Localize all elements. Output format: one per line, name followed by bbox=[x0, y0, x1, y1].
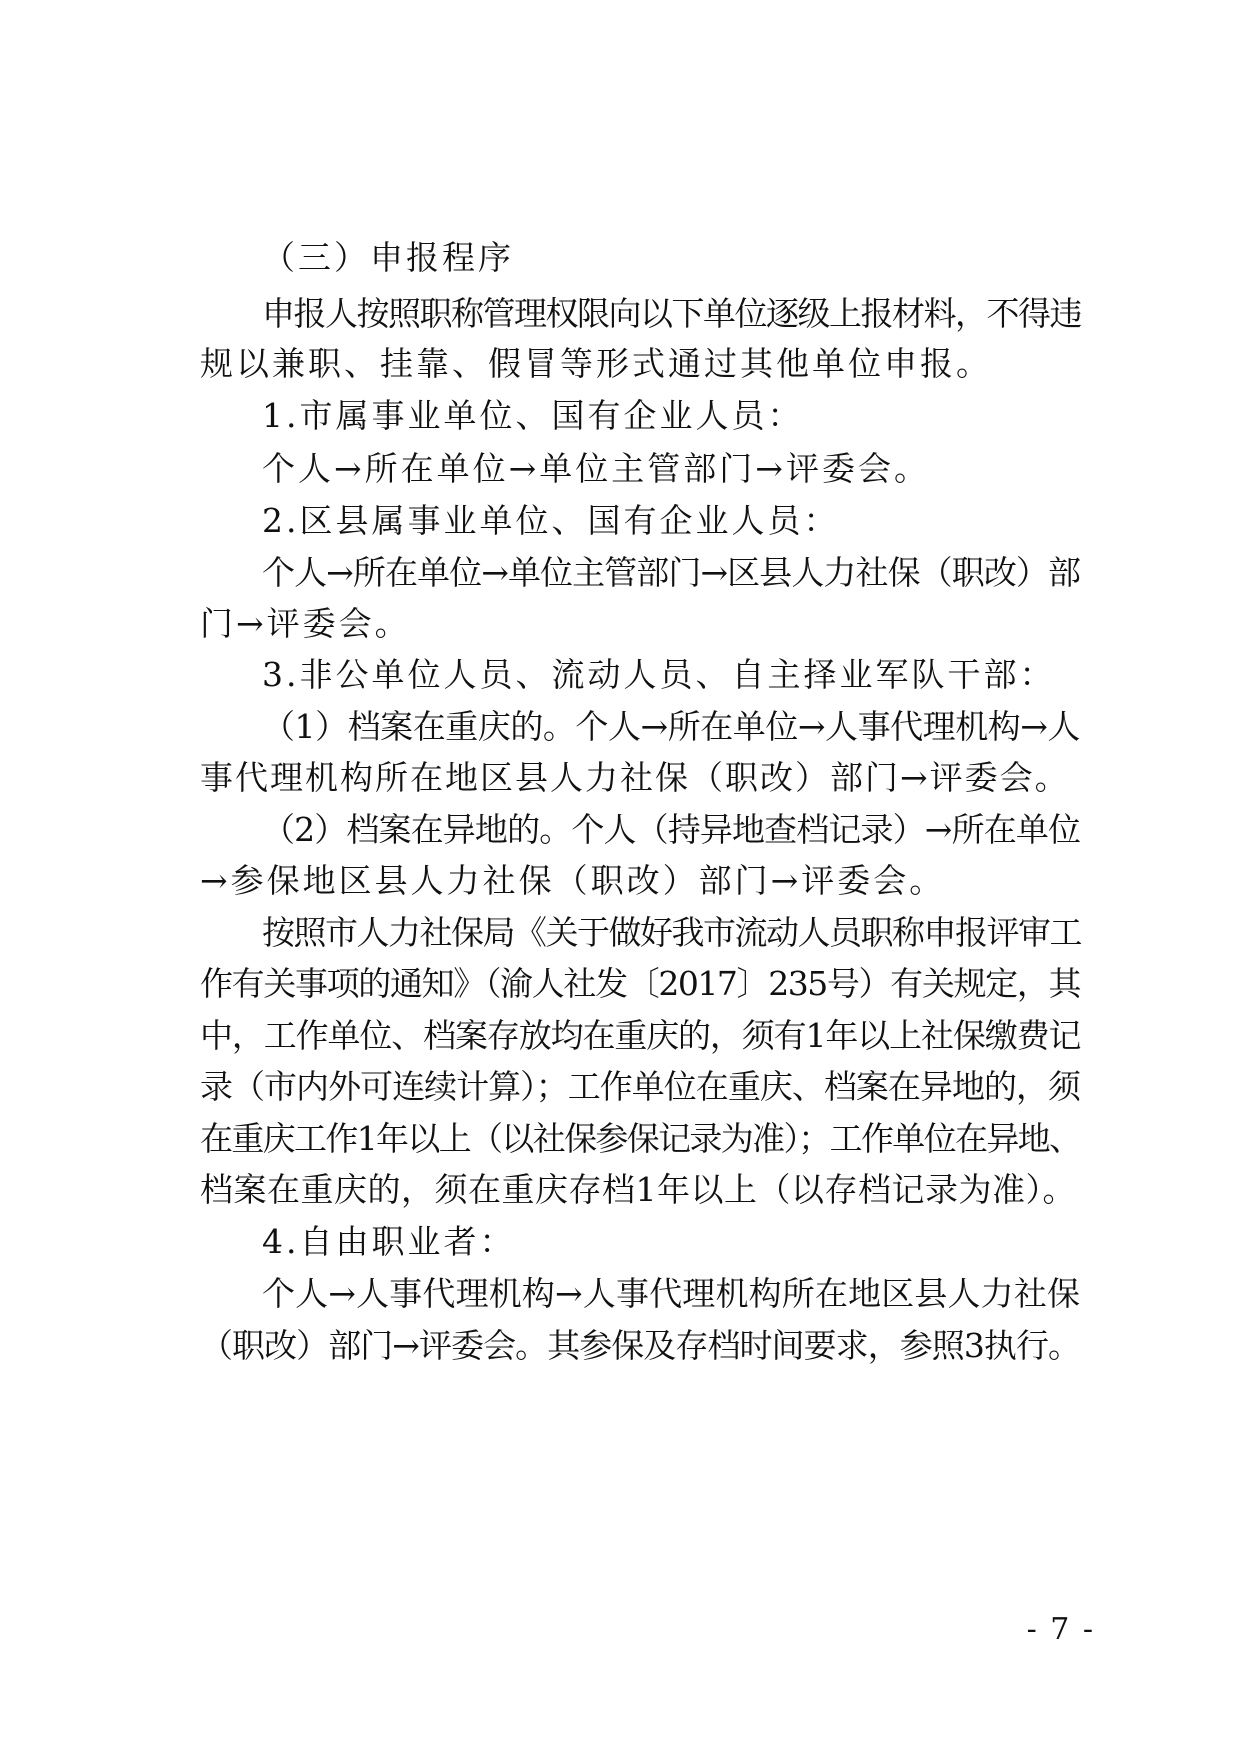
paragraph-line: 个人→所在单位→单位主管部门→评委会。 bbox=[262, 449, 930, 488]
paragraph-line: 事代理机构所在地区县人力社保（职改）部门→评委会。 bbox=[200, 758, 1070, 797]
section-heading: （三）申报程序 bbox=[262, 238, 514, 277]
paragraph-line: 规以兼职、挂靠、假冒等形式通过其他单位申报。 bbox=[200, 344, 992, 383]
paragraph-line: 个人→所在单位→单位主管部门→区县人力社保（职改）部 bbox=[262, 553, 1080, 592]
paragraph-line: 录（市内外可连续计算）；工作单位在重庆、档案在异地的，须 bbox=[200, 1067, 1080, 1106]
paragraph-line: 作有关事项的通知》（渝人社发〔2017〕235号）有关规定，其 bbox=[200, 964, 1080, 1003]
page-number: - 7 - bbox=[1026, 1612, 1095, 1647]
paragraph-line: 个人→人事代理机构→人事代理机构所在地区县人力社保 bbox=[262, 1274, 1080, 1313]
paragraph-line: 在重庆工作1年以上（以社保参保记录为准）；工作单位在异地、 bbox=[200, 1119, 1080, 1158]
list-item-heading: 1.市属事业单位、国有企业人员： bbox=[262, 396, 804, 435]
list-item-heading: 3.非公单位人员、流动人员、自主择业军队干部： bbox=[262, 655, 1056, 694]
paragraph-line: （1）档案在重庆的。个人→所在单位→人事代理机构→人 bbox=[262, 707, 1080, 746]
paragraph-line: 中，工作单位、档案存放均在重庆的，须有1年以上社保缴费记 bbox=[200, 1016, 1080, 1055]
paragraph-line: 档案在重庆的，须在重庆存档1年以上（以存档记录为准）。 bbox=[200, 1170, 1076, 1209]
paragraph-line: （2）档案在异地的。个人（持异地查档记录）→所在单位 bbox=[262, 810, 1080, 849]
paragraph-line: 申报人按照职称管理权限向以下单位逐级上报材料，不得违 bbox=[262, 294, 1081, 333]
list-item-heading: 2.区县属事业单位、国有企业人员： bbox=[262, 501, 840, 540]
paragraph-line: →参保地区县人力社保（职改）部门→评委会。 bbox=[200, 861, 946, 900]
paragraph-line: 门→评委会。 bbox=[200, 604, 411, 643]
paragraph-line: 按照市人力社保局《关于做好我市流动人员职称申报评审工 bbox=[262, 913, 1081, 952]
list-item-heading: 4.自由职业者： bbox=[262, 1222, 516, 1261]
paragraph-line: （职改）部门→评委会。其参保及存档时间要求，参照3执行。 bbox=[200, 1326, 1080, 1365]
